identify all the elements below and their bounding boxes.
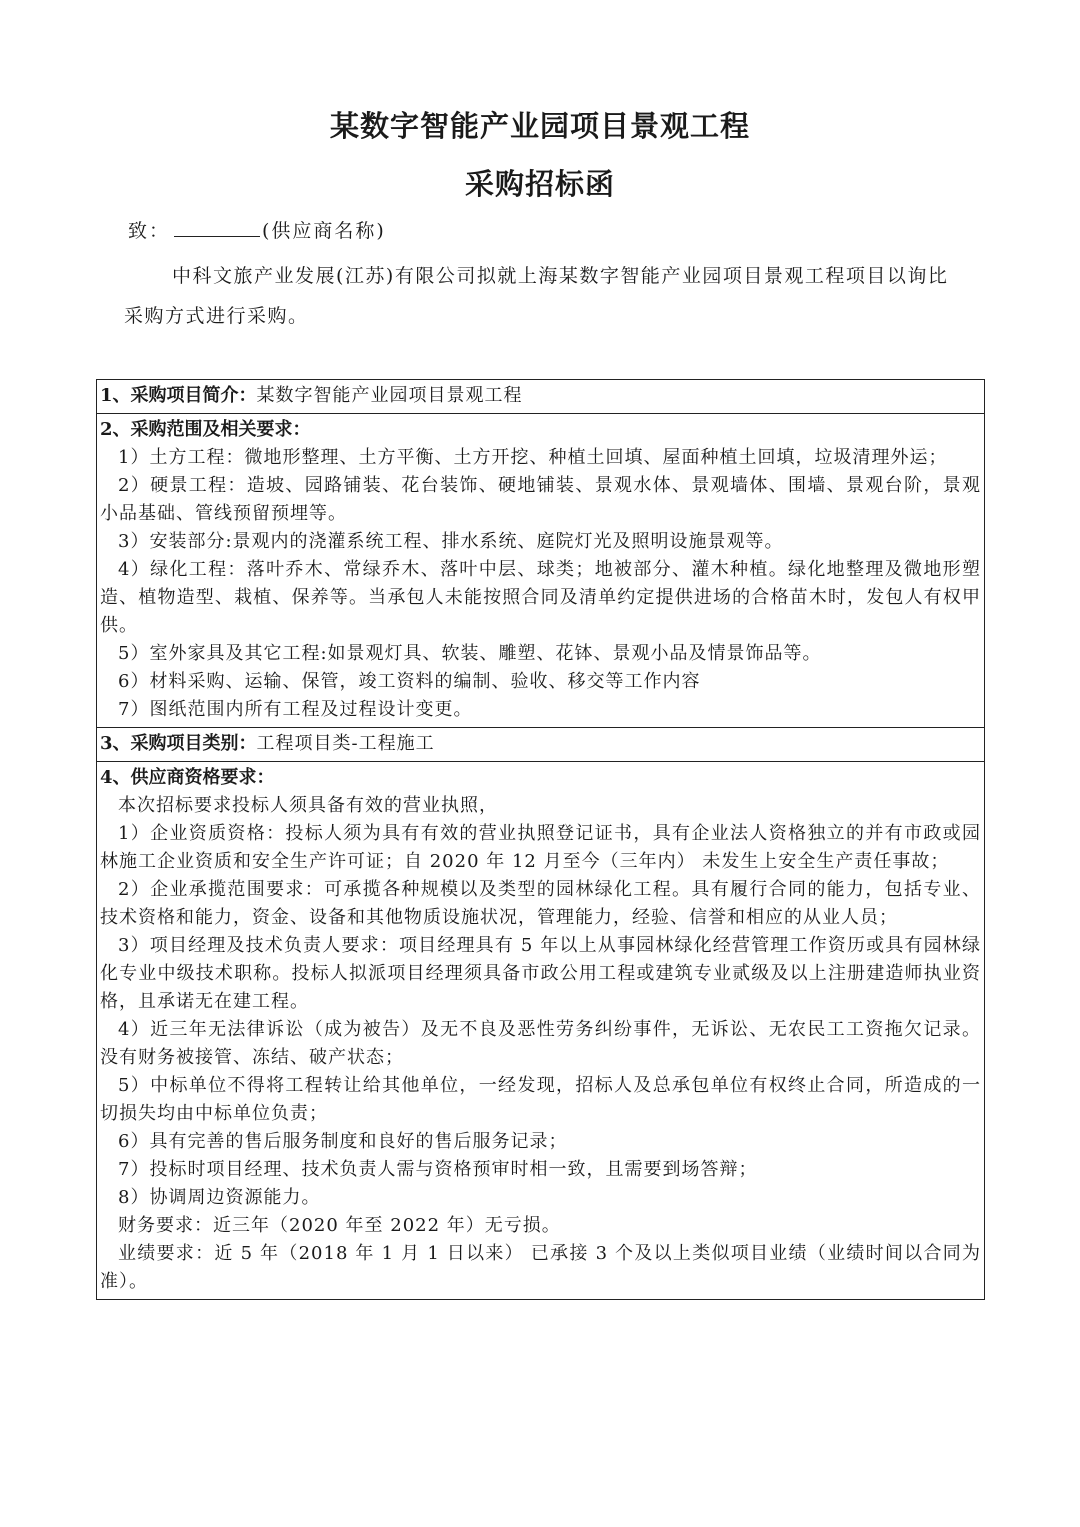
section-label: 1、采购项目简介： bbox=[100, 385, 257, 406]
list-item: 3）安装部分:景观内的浇灌系统工程、排水系统、庭院灯光及照明设施景观等。 bbox=[118, 531, 784, 552]
list-item: 8）协调周边资源能力。 bbox=[118, 1187, 321, 1208]
addressee-line bbox=[128, 216, 386, 243]
supplier-name-blank bbox=[174, 218, 260, 237]
requirements-table bbox=[96, 379, 985, 1300]
list-item: 财务要求：近三年（2020 年至 2022 年）无亏损。 bbox=[118, 1215, 561, 1236]
list-item: 7）投标时项目经理、技术负责人需与资格预审时相一致，且需要到场答辩； bbox=[118, 1159, 758, 1180]
list-item: 5）室外家具及其它工程:如景观灯具、软装、雕塑、花钵、景观小品及情景饰品等。 bbox=[118, 643, 822, 664]
list-item: 2）硬景工程：造坡、园路铺装、花台装饰、硬地铺装、景观水体、景观墙体、围墙、景观台阶，景观小品基础、管线预留预埋等。 bbox=[100, 475, 981, 524]
document-subtitle: 采购招标函 bbox=[464, 167, 615, 201]
section-label: 2、采购范围及相关要求： bbox=[100, 419, 311, 440]
section-value: 工程项目类-工程施工 bbox=[256, 733, 435, 754]
section-qualifications bbox=[97, 761, 984, 1299]
addressee-label: 致： bbox=[128, 220, 171, 242]
list-item: 6）材料采购、运输、保管，竣工资料的编制、验收、移交等工作内容 bbox=[118, 671, 701, 692]
list-item: 本次招标要求投标人须具备有效的营业执照， bbox=[118, 795, 498, 816]
addressee-suffix: (供应商名称) bbox=[262, 220, 386, 242]
list-item: 2）企业承揽范围要求：可承揽各种规模以及类型的园林绿化工程。具有履行合同的能力，包括专业、技术资格和能力，资金、设备和其他物质设施状况，管理能力，经验、信誉和相应的从业人员； bbox=[100, 879, 981, 928]
section-scope bbox=[97, 413, 984, 727]
list-item: 1）土方工程：微地形整理、土方平衡、土方开挖、种植土回填、屋面种植土回填，垃圾清理外运； bbox=[118, 447, 948, 468]
section-label: 4、供应商资格要求： bbox=[100, 767, 275, 788]
list-item: 7）图纸范围内所有工程及过程设计变更。 bbox=[118, 699, 473, 720]
list-item: 1）企业资质资格：投标人须为具有有效的营业执照登记证书，具有企业法人资格独立的并有市政或园林施工企业资质和安全生产许可证；自 2020 年 12 月至今（三年内） 未发生上安全生产责任事故； bbox=[100, 823, 981, 872]
list-item: 4）绿化工程：落叶乔木、常绿乔木、落叶中层、球类；地被部分、灌木种植。绿化地整理及微地形塑造、植物造型、栽植、保养等。当承包人未能按照合同及清单约定提供进场的合格苗木时，发包人有权甲供。 bbox=[100, 559, 981, 636]
list-item: 3）项目经理及技术负责人要求：项目经理具有 5 年以上从事园林绿化经营管理工作资历或具有园林绿化专业中级技术职称。投标人拟派项目经理须具备市政公用工程或建筑专业贰级及以上注册建造师执业资格，且承诺无在建工程。 bbox=[100, 935, 981, 1012]
list-item: 业绩要求：近 5 年（2018 年 1 月 1 日以来） 已承接 3 个及以上类似项目业绩（业绩时间以合同为准）。 bbox=[100, 1243, 981, 1292]
list-item: 4）近三年无法律诉讼（成为被告）及无不良及恶性劳务纠纷事件，无诉讼、无农民工工资拖欠记录。没有财务被接管、冻结、破产状态； bbox=[100, 1019, 981, 1068]
intro-paragraph: 中科文旅产业发展(江苏)有限公司拟就上海某数字智能产业园项目景观工程项目以询比采购方式进行采购。 bbox=[124, 265, 949, 327]
document-title: 某数字智能产业园项目景观工程 bbox=[329, 109, 750, 143]
section-project-intro bbox=[97, 380, 984, 413]
section-value: 某数字智能产业园项目景观工程 bbox=[256, 385, 523, 406]
section-category bbox=[97, 727, 984, 761]
list-item: 6）具有完善的售后服务制度和良好的售后服务记录； bbox=[118, 1131, 568, 1152]
list-item: 5）中标单位不得将工程转让给其他单位，一经发现，招标人及总承包单位有权终止合同，所造成的一切损失均由中标单位负责； bbox=[100, 1075, 981, 1124]
section-label: 3、采购项目类别： bbox=[100, 733, 257, 754]
